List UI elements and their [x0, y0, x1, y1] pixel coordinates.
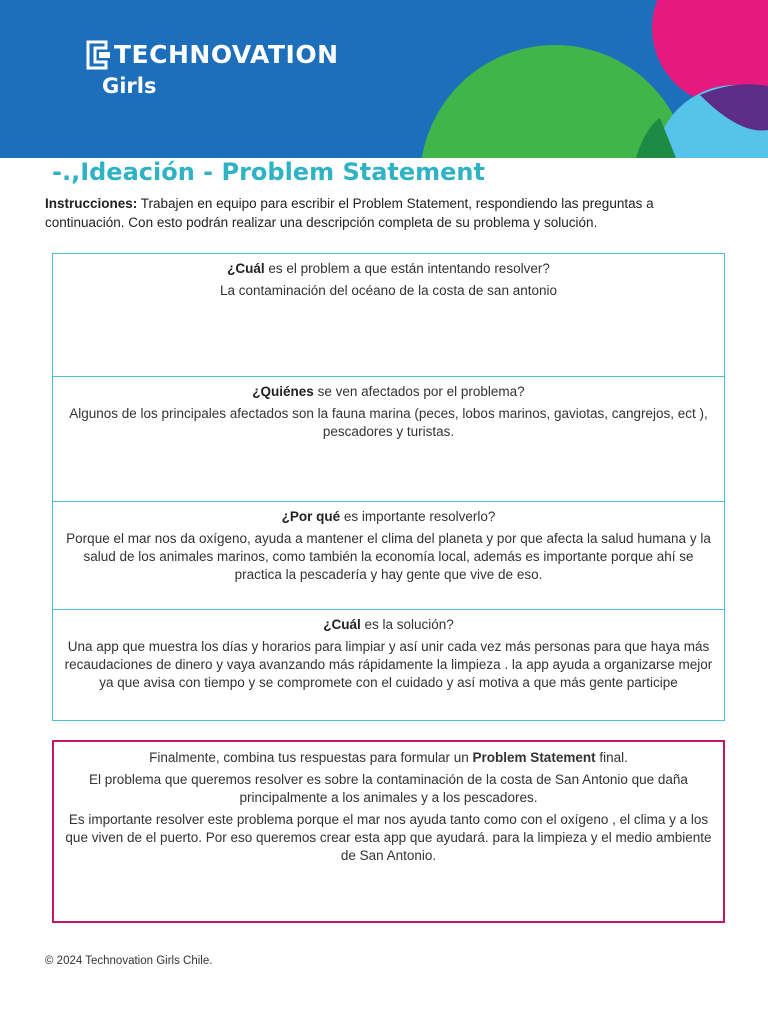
questions-table — [52, 253, 725, 721]
question-bold: ¿Por qué — [281, 509, 341, 524]
answer-field[interactable]: Algunos de los principales afectados son la fauna marina (peces, lobos marinos, gaviotas, cangrejos, ect ), pescadores y turistas. — [69, 406, 708, 439]
question-bold: ¿Cuál — [323, 617, 361, 632]
question-label — [59, 383, 718, 401]
question-cell-problem — [53, 254, 724, 377]
final-prompt — [62, 749, 715, 767]
question-cell-solution — [53, 610, 724, 720]
logo-subtitle: Girls — [102, 74, 157, 98]
final-paragraph-1[interactable]: El problema que queremos resolver es sobre la contaminación de la costa de San Antonio que daña principalmente a los animales y a los pescadores. — [89, 772, 688, 805]
final-prompt-pre: Finalmente, combina tus respuestas para formular un — [149, 750, 473, 765]
question-bold: ¿Quiénes — [252, 384, 314, 399]
final-paragraph-2[interactable]: Es importante resolver este problema porque el mar nos ayuda tanto como con el oxígeno , el clima y a los que viven de el puerto. Por eso queremos crear esta app que ayudará. para la limpieza y el medio ambiente de San Antonio. — [65, 812, 712, 863]
answer-field[interactable]: La contaminación del océano de la costa de san antonio — [220, 283, 557, 298]
final-prompt-post: final. — [595, 750, 628, 765]
question-rest: se ven afectados por el problema? — [313, 384, 525, 399]
question-label — [59, 616, 718, 634]
answer-field[interactable]: Una app que muestra los días y horarios para limpiar y así unir cada vez más personas para que haya más recaudaciones de dinero y vaya avanzando más rápidamente la limpieza . la app ayuda a organizarse mejor ya que avisa con tiempo y se compromete con el cuidado y así motiva a que más gente participe — [64, 639, 713, 690]
question-bold: ¿Cuál — [227, 261, 265, 276]
instructions-label: Instrucciones: — [45, 196, 138, 211]
question-cell-importance — [53, 502, 724, 610]
instructions — [45, 194, 725, 232]
question-label — [59, 508, 718, 526]
logo-wordmark: TECHNOVATION — [114, 40, 339, 69]
question-label — [59, 260, 718, 278]
final-prompt-bold: Problem Statement — [472, 750, 596, 765]
answer-field[interactable]: Porque el mar nos da oxígeno, ayuda a mantener el clima del planeta y por que afecta la salud humana y la salud de los animales marinos, como también la economía local, además es importante porque ahí se practica la pescadería y hay gente que vive de eso. — [66, 531, 711, 582]
technovation-logo — [86, 40, 339, 98]
footer-copyright: © 2024 Technovation Girls Chile. — [45, 955, 213, 967]
header-banner — [0, 0, 768, 158]
final-statement-box — [52, 740, 725, 923]
question-cell-affected — [53, 377, 724, 502]
question-rest: es importante resolverlo? — [340, 509, 496, 524]
instructions-text: Trabajen en equipo para escribir el Problem Statement, respondiendo las preguntas a continuación. Con esto podrán realizar una descripción completa de su problema y solución. — [45, 196, 654, 230]
question-rest: es la solución? — [360, 617, 454, 632]
page-title: -.,Ideación - Problem Statement — [52, 158, 485, 186]
question-rest: es el problem a que están intentando resolver? — [264, 261, 550, 276]
logo-mark-icon — [86, 40, 112, 70]
